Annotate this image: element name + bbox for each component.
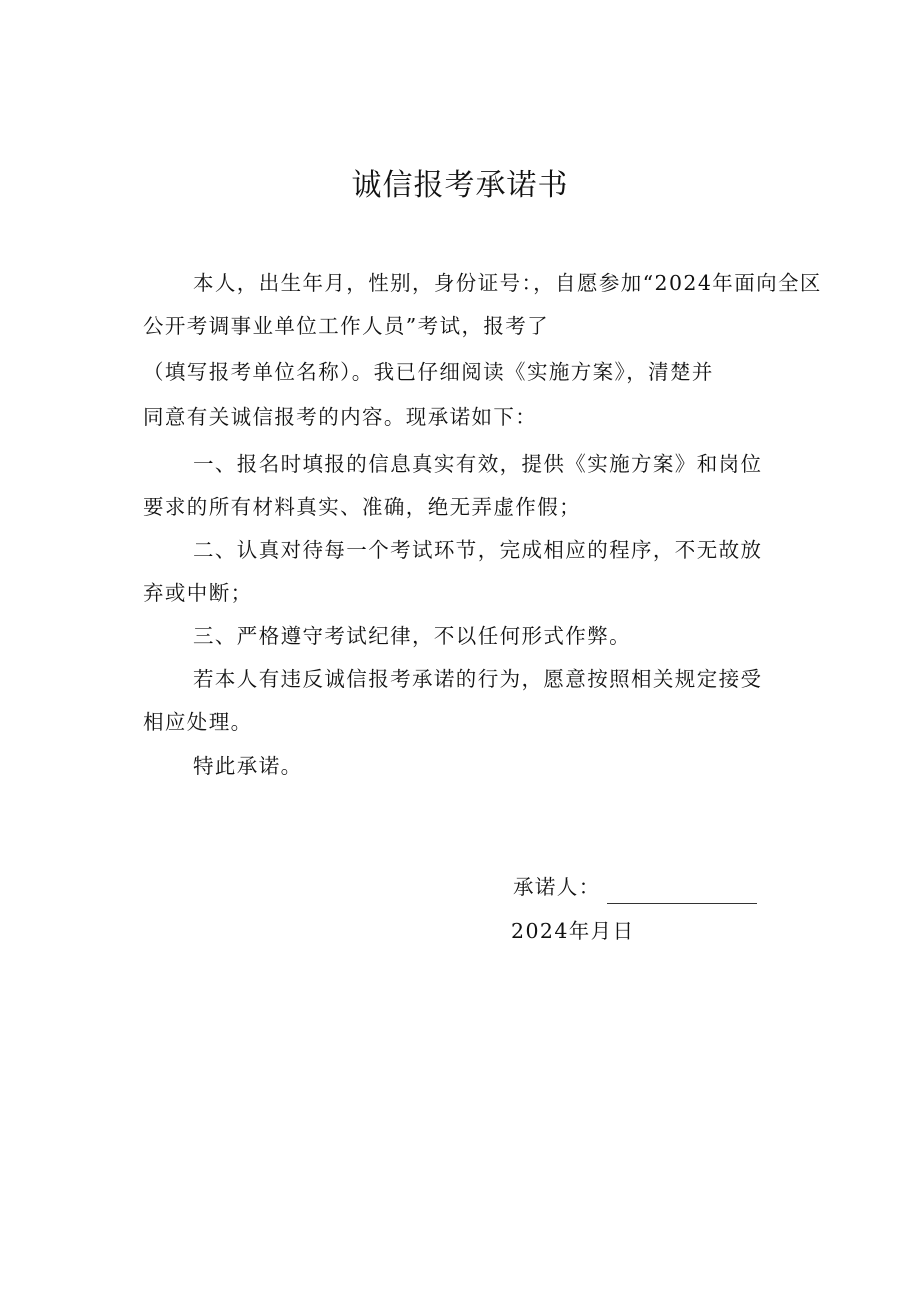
violation-clause-line-1: 若本人有违反诚信报考承诺的行为，愿意按照相关规定接受 [193,667,763,691]
commitment-1-line-2: 要求的所有材料真实、准确，绝无弄虚作假； [143,495,581,519]
commitment-2-line-2: 弃或中断； [143,581,253,605]
document-title: 诚信报考承诺书 [351,168,569,203]
paragraph-line-1: 本人，出生年月，性别，身份证号：，自愿参加“2024年面向全区 [193,271,822,295]
paragraph-line-2: 公开考调事业单位工作人员”考试，报考了 [143,314,550,338]
signature-blank-line [607,903,757,904]
signatory-label: 承诺人： [513,875,601,899]
violation-clause-line-2: 相应处理。 [143,710,253,734]
signature-date: 2024年月日 [511,919,635,943]
commitment-2-line-1: 二、认真对待每一个考试环节，完成相应的程序，不无故放 [193,538,763,562]
commitment-1-line-1: 一、报名时填报的信息真实有效，提供《实施方案》和岗位 [193,452,763,476]
paragraph-line-3: （填写报考单位名称）。我已仔细阅读《实施方案》，清楚并 [143,360,714,384]
paragraph-line-4: 同意有关诚信报考的内容。现承诺如下： [143,405,538,429]
closing-statement: 特此承诺。 [193,754,303,778]
commitment-3-line-1: 三、严格遵守考试纪律，不以任何形式作弊。 [193,624,631,648]
